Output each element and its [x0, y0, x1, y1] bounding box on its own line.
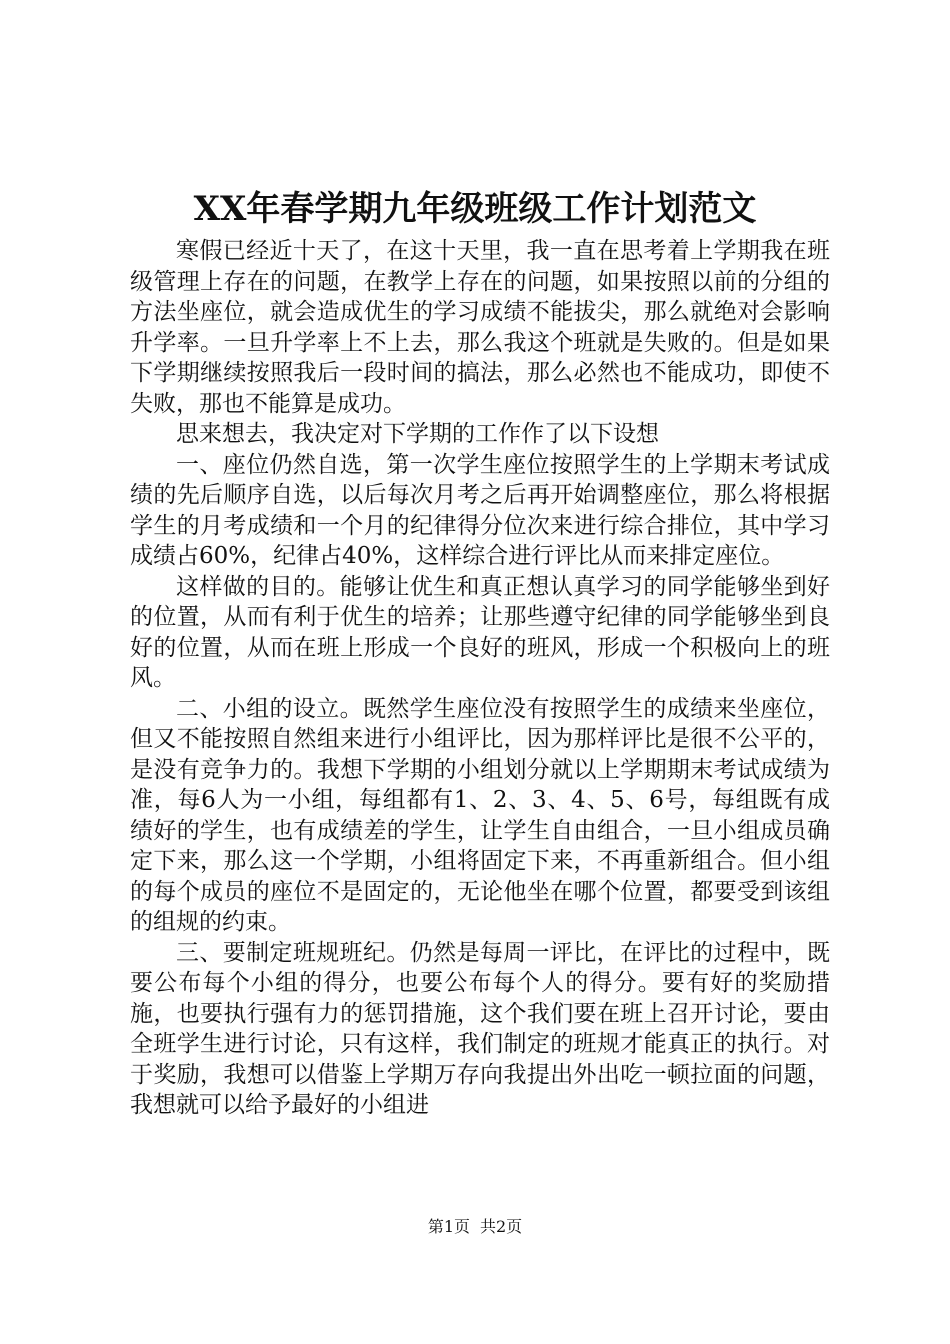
page-footer — [0, 1217, 950, 1237]
document-title: XX年春学期九年级班级工作计划范文 — [193, 189, 757, 229]
paragraph-groups: 二、小组的设立。既然学生座位没有按照学生的成绩来坐座位，但又不能按照自然组来进行小组评比，因为那样评比是很不公平的，是没有竞争力的。我想下学期的小组划分就以上学期期末考试成绩为准，每6人为一小组，每组都有1、2、3、4、5、6号，每组既有成绩好的学生，也有成绩差的学生，让学生自由组合，一旦小组成员确定下来，那么这一个学期，小组将固定下来，不再重新组合。但小组的每个成员的座位不是固定的，无论他坐在哪个位置，都要受到该组的组规的约束。 — [130, 695, 830, 935]
paragraph-seating: 一、座位仍然自选，第一次学生座位按照学生的上学期末考试成绩的先后顺序自选，以后每次月考之后再开始调整座位，那么将根据学生的月考成绩和一个月的纪律得分位次来进行综合排位，其中学习成绩占60%，纪律占40%，这样综合进行评比从而来排定座位。 — [130, 451, 830, 569]
paragraph-class-rules: 三、要制定班规班纪。仍然是每周一评比，在评比的过程中，既要公布每个小组的得分，也要公布每个人的得分。要有好的奖励措施，也要执行强有力的惩罚措施，这个我们要在班上召开讨论，要由全班学生进行讨论，只有这样，我们制定的班规才能真正的执行。对于奖励，我想可以借鉴上学期万存向我提出外出吃一顿拉面的问题，我想就可以给予最好的小组进 — [130, 939, 830, 1118]
paragraph-intro: 寒假已经近十天了，在这十天里，我一直在思考着上学期我在班级管理上存在的问题，在教学上存在的问题，如果按照以前的分组的方法坐座位，就会造成优生的学习成绩不能拔尖，那么就绝对会影响升学率。一旦升学率上不上去，那么我这个班就是失败的。但是如果下学期继续按照我后一段时间的搞法，那么必然也不能成功，即使不失败，那也不能算是成功。 — [130, 238, 830, 417]
page-total: 共2页 — [480, 1217, 523, 1236]
paragraph-purpose: 这样做的目的。能够让优生和真正想认真学习的同学能够坐到好的位置，从而有利于优生的培养；让那些遵守纪律的同学能够坐到良好的位置，从而在班上形成一个良好的班风，形成一个积极向上的班风。 — [130, 573, 830, 691]
document-body — [130, 236, 830, 1121]
paragraph-plan-intro: 思来想去，我决定对下学期的工作作了以下设想 — [176, 421, 659, 447]
page-number: 第1页 — [427, 1217, 470, 1236]
